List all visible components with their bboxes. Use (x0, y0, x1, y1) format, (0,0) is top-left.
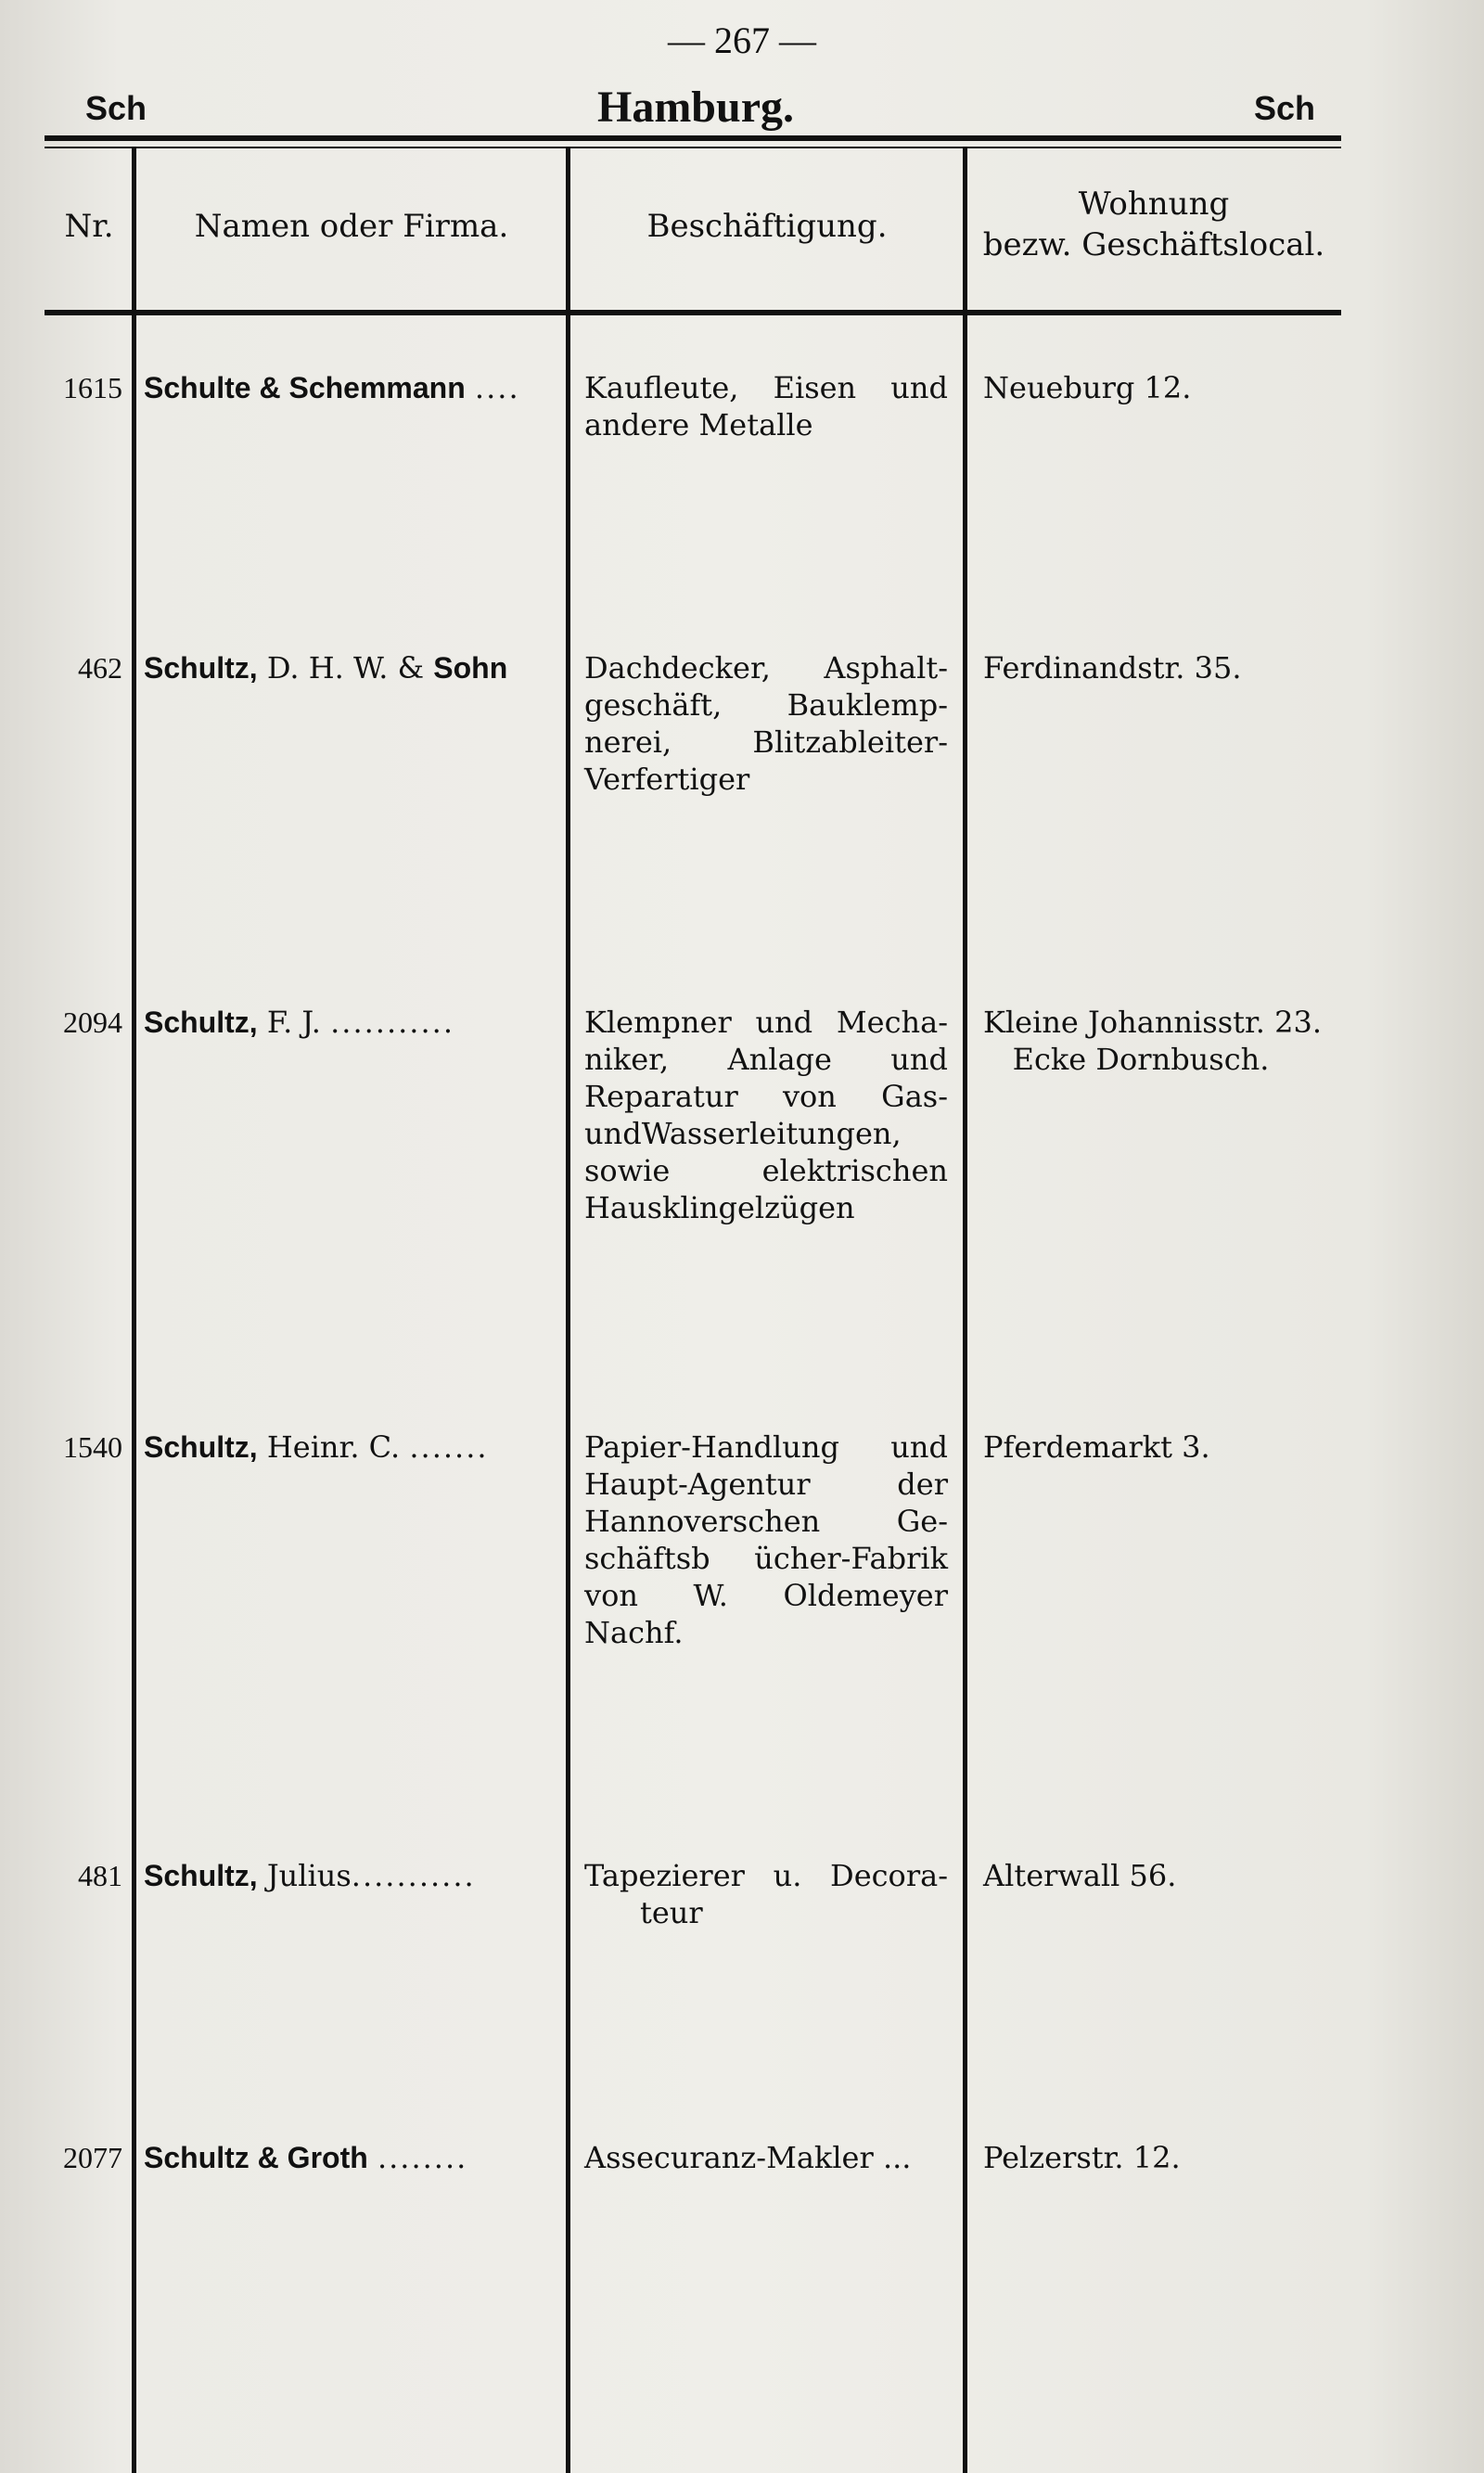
entry-leader-dots: ........ (377, 2140, 468, 2175)
occupation-line: Klempner und Mecha- (584, 1005, 948, 1040)
entry-leader-dots: ....... (409, 1429, 489, 1465)
column-header-rule (45, 310, 1341, 315)
column-header-name: Namen oder Firma. (194, 208, 509, 245)
occupation-line: Dachdecker, Asphalt- (584, 650, 948, 686)
entry-occupation (584, 649, 948, 798)
occupation-line: teur (640, 1895, 703, 1930)
entry-name-rest: F. J. (257, 1005, 331, 1040)
header-section-right: Sch (1254, 89, 1316, 127)
entry-number: 1615 (63, 371, 122, 404)
column-header-occupation: Beschäftigung. (646, 208, 888, 245)
occupation-line: sowie elektrischen (584, 1153, 948, 1188)
entry-number: 1540 (63, 1430, 122, 1464)
entry-name-bold: Schultz, (144, 1859, 258, 1892)
address-line: Ecke Dornbusch. (1012, 1042, 1270, 1077)
entry-number: 481 (78, 1859, 122, 1892)
entry-name-bold-suffix: Sohn (433, 651, 508, 685)
header-city: Hamburg. (596, 83, 794, 132)
entry-name-rest (368, 2140, 377, 2175)
occupation-line: niker, Anlage und (584, 1042, 948, 1077)
entry-name-bold: Schultz & Groth (144, 2141, 368, 2174)
column-header-address-line1: Wohnung (1078, 186, 1230, 223)
entry-name-bold: Schultz, (144, 1430, 258, 1464)
occupation-line: Nachf. (584, 1615, 684, 1650)
entry-name-bold: Schulte & Schemmann (144, 371, 466, 404)
occupation-line: Haupt-Agentur der (584, 1467, 948, 1502)
entry-leader-dots: .... (474, 370, 520, 405)
entry-address (983, 1857, 1345, 1894)
address-line: Pferdemarkt 3. (983, 1429, 1210, 1465)
occupation-line: Hausklingelzügen (584, 1190, 855, 1225)
entry-number: 2077 (63, 2141, 122, 2174)
occupation-line: Papier-Handlung und (584, 1429, 948, 1465)
address-line: Alterwall 56. (983, 1858, 1177, 1893)
entry-address (983, 649, 1345, 686)
column-divider (963, 148, 967, 2473)
entry-occupation (584, 369, 948, 443)
page-number: — 267 — (668, 19, 816, 61)
occupation-line: Assecuranz-Makler ... (584, 2140, 912, 2175)
column-divider (132, 148, 136, 2473)
occupation-line: schäftsb ücher-Fabrik (584, 1541, 948, 1576)
entry-number: 462 (78, 651, 122, 685)
address-line: Neueburg 12. (983, 370, 1192, 405)
address-line: Pelzerstr. 12. (983, 2140, 1181, 2175)
address-line: Ferdinandstr. 35. (983, 650, 1242, 686)
occupation-line: andere Metalle (584, 407, 813, 442)
header-rule-thick (45, 135, 1341, 141)
entry-name-rest: Julius (257, 1858, 352, 1893)
entry-occupation (584, 1004, 948, 1226)
entry-occupation (584, 1429, 948, 1651)
column-divider (566, 148, 570, 2473)
entry-name-bold: Schultz, (144, 651, 258, 685)
header-section-left: Sch (85, 89, 147, 127)
column-header-address (968, 184, 1339, 265)
entry-name (144, 1004, 552, 1041)
occupation-line: Hannoverschen Ge- (584, 1504, 948, 1539)
entry-name (144, 2139, 552, 2176)
occupation-line: geschäft, Bauklemp- (584, 687, 948, 723)
header-rule-thin (45, 147, 1341, 148)
column-header-address-line2: bezw. Geschäftslocal. (982, 226, 1325, 263)
entry-leader-dots: ........... (330, 1005, 454, 1040)
entry-leader-dots: ........... (351, 1858, 476, 1893)
entry-name-rest: Heinr. C. (257, 1429, 410, 1465)
occupation-line: Tapezierer u. Decora- (584, 1858, 948, 1893)
entry-name-bold: Schultz, (144, 1006, 258, 1039)
entry-address (983, 1004, 1345, 1078)
occupation-line: Kaufleute, Eisen und (584, 370, 948, 405)
entry-address (983, 369, 1345, 406)
entry-name (144, 1429, 552, 1466)
address-line: Kleine Johannisstr. 23. (983, 1005, 1322, 1040)
occupation-line: nerei, Blitzableiter- (584, 724, 948, 760)
occupation-line: Verfertiger (584, 762, 750, 797)
entry-address (983, 1429, 1345, 1466)
entry-address (983, 2139, 1345, 2176)
entry-name-rest: D. H. W. & (257, 650, 434, 686)
occupation-line: undWasserleitungen, (584, 1116, 902, 1151)
column-header-nr: Nr. (64, 208, 114, 245)
occupation-line: von W. Oldemeyer (584, 1578, 948, 1613)
entry-name (144, 649, 552, 686)
entry-name (144, 369, 552, 406)
entry-name (144, 1857, 552, 1894)
entry-number: 2094 (63, 1006, 122, 1039)
entry-occupation (584, 1857, 948, 1931)
occupation-line: Reparatur von Gas- (584, 1079, 948, 1114)
entry-occupation (584, 2139, 948, 2176)
